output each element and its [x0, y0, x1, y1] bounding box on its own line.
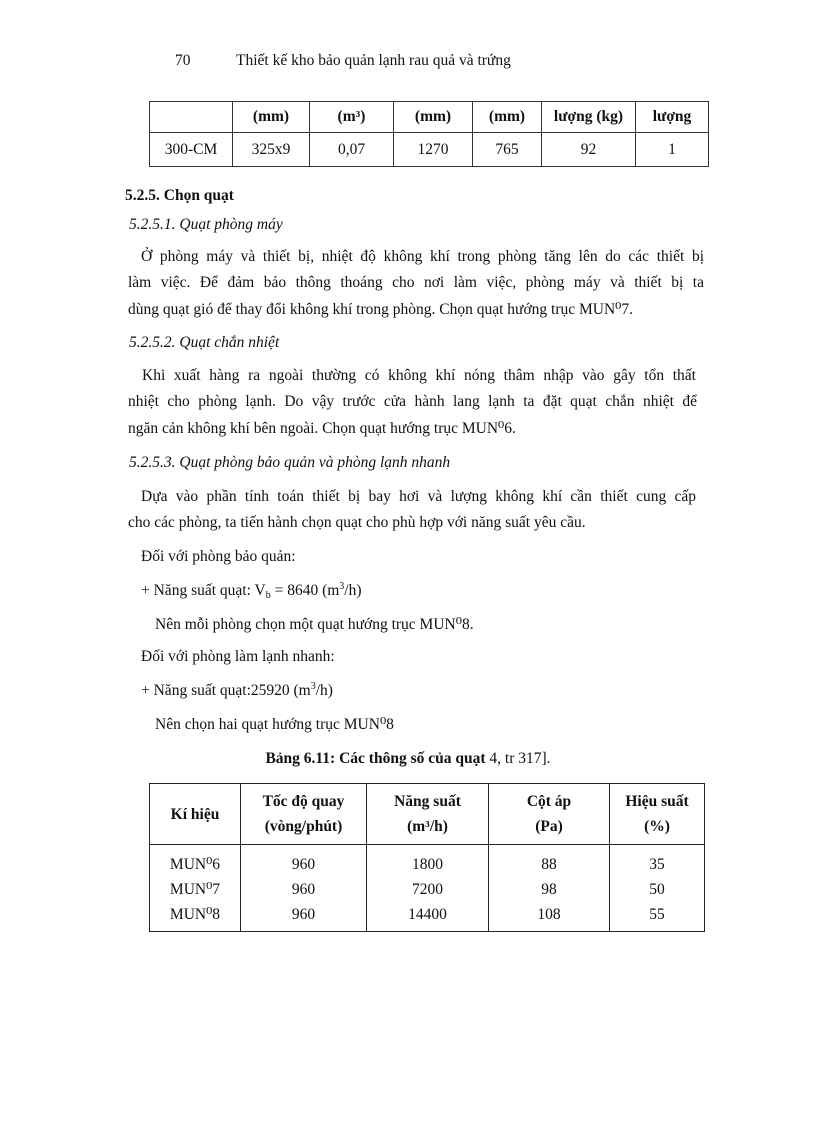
paragraph-line: ngăn cản không khí bên ngoài. Chọn quạt hướng trục MUN⁰6.: [128, 420, 516, 437]
table-cell: 50: [610, 877, 705, 902]
fast-freeze-room-label: Đối với phòng làm lạnh nhanh:: [141, 648, 335, 665]
table-cell: MUN⁰7: [150, 877, 241, 902]
table-header-cell: Tốc độ quay (vòng/phút): [241, 784, 367, 845]
subsection-heading-heat-curtain: 5.2.5.2. Quạt chắn nhiệt: [129, 334, 280, 351]
table-cell: 300-CM: [150, 133, 233, 167]
table-cell: 92: [542, 133, 636, 167]
paragraph-line: dùng quạt gió để thay đổi không khí trong phòng. Chọn quạt hướng trục MUN⁰7.: [128, 301, 633, 318]
table-cell: MUN⁰8: [150, 902, 241, 932]
table-cell: 960: [241, 845, 367, 878]
table-cell: MUN⁰6: [150, 845, 241, 878]
subsection-heading-machine-room: 5.2.5.1. Quạt phòng máy: [129, 216, 283, 233]
running-header: [0, 52, 816, 74]
subsection-heading-storage-fans: 5.2.5.3. Quạt phòng bảo quản và phòng lạnh nhanh: [129, 454, 451, 471]
table-cell: 35: [610, 845, 705, 878]
table-header-cell: lượng: [636, 102, 709, 133]
table-cell: 0,07: [310, 133, 394, 167]
fan-parameters-table: [149, 783, 705, 932]
table-cell: 88: [489, 845, 610, 878]
paragraph-line: cho các phòng, ta tiến hành chọn quạt cho phù hợp với năng suất yêu cầu.: [128, 514, 586, 531]
storage-fan-choice: Nên mỗi phòng chọn một quạt hướng trục MUN⁰8.: [155, 616, 474, 633]
table-row: [150, 902, 705, 932]
running-title: Thiết kế kho bảo quản lạnh rau quả và trứng: [236, 52, 511, 69]
pipe-spec-table: [149, 101, 709, 167]
table-cell: 960: [241, 902, 367, 932]
table-cell: 98: [489, 877, 610, 902]
table-header-cell: (mm): [473, 102, 542, 133]
paragraph-line: Khi xuất hàng ra ngoài thường có không khí nóng thâm nhập vào gây tổn thất: [142, 367, 696, 384]
fast-fan-choice: Nên chọn hai quạt hướng trục MUN⁰8: [155, 716, 394, 733]
table-cell: 108: [489, 902, 610, 932]
table-header-cell: (mm): [233, 102, 310, 133]
table-header-cell: (mm): [394, 102, 473, 133]
table-header-row: [150, 784, 705, 845]
paragraph-line: làm việc. Để đảm bảo thông thoáng cho nơi làm việc, phòng máy và thiết bị ta: [128, 274, 704, 291]
table-cell: 14400: [367, 902, 489, 932]
table-header-cell: (m³): [310, 102, 394, 133]
paragraph-line: nhiệt cho phòng lạnh. Do vậy trước cửa hành lang lạnh ta đặt quạt chắn nhiệt để: [128, 393, 697, 410]
table-caption: Bảng 6.11: Các thông số của quạt 4, tr 317].: [265, 750, 551, 767]
page-number: 70: [175, 52, 191, 69]
section-heading: 5.2.5. Chọn quạt: [125, 187, 234, 204]
table-row: [150, 877, 705, 902]
table-cell: 55: [610, 902, 705, 932]
table-cell: 1270: [394, 133, 473, 167]
table-row: [150, 845, 705, 878]
fast-capacity-line: + Năng suất quạt:25920 $(m^3/h)$: [141, 681, 333, 699]
table-row: [150, 133, 709, 167]
table-cell: 7200: [367, 877, 489, 902]
table-cell: 325x9: [233, 133, 310, 167]
table-header-cell: lượng (kg): [542, 102, 636, 133]
table-cell: 1800: [367, 845, 489, 878]
table-cell: 960: [241, 877, 367, 902]
table-header-cell: Kí hiệu: [150, 784, 241, 845]
table-header-cell: Hiệu suất (%): [610, 784, 705, 845]
table-header-cell: Năng suất (m³/h): [367, 784, 489, 845]
paragraph-line: Ở phòng máy và thiết bị, nhiệt độ không khí trong phòng tăng lên do các thiết bị: [141, 248, 704, 265]
table-header-cell: Cột áp (Pa): [489, 784, 610, 845]
paragraph-line: Dựa vào phần tính toán thiết bị bay hơi và lượng không khí cần thiết cung cấp: [141, 488, 696, 505]
table-cell: 1: [636, 133, 709, 167]
table-cell: 765: [473, 133, 542, 167]
table-header-row: [150, 102, 709, 133]
table-header-cell: [150, 102, 233, 133]
storage-room-label: Đối với phòng bảo quản:: [141, 548, 296, 565]
storage-capacity-line: + Năng suất quạt: $V_b = 8640$ $(m^3/h)$: [141, 581, 362, 601]
